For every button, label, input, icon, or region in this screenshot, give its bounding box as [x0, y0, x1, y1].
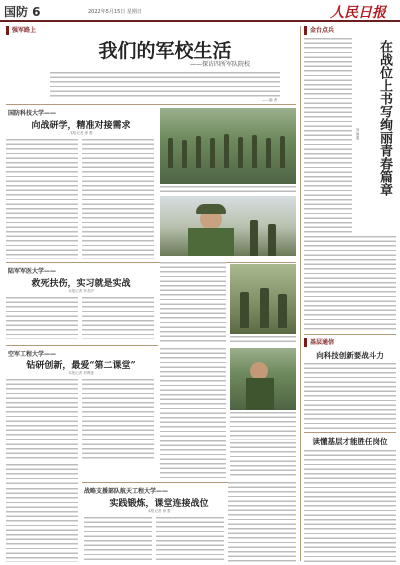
article-text	[6, 379, 78, 461]
photo-caption	[230, 412, 296, 440]
article-text	[156, 517, 224, 563]
article-text	[6, 139, 78, 259]
article-text	[82, 379, 154, 461]
article-headline: 实践锻炼，课堂连接战位	[109, 499, 209, 509]
article-headline: 救死扶伤，实习就是实战	[31, 279, 131, 289]
article-text	[6, 464, 78, 486]
divider	[6, 345, 158, 346]
right-article-title: 读懂基层才能胜任岗位	[312, 437, 388, 446]
divider	[6, 104, 296, 105]
main-title: 我们的军校生活	[98, 40, 232, 62]
article-text	[82, 297, 154, 339]
right-article-title: 向科技创新要战斗力	[316, 351, 384, 360]
vertical-headline: 在战位上书写绚丽青春篇章	[377, 40, 392, 196]
article-text	[304, 38, 352, 234]
article-unit: 战略支援部队航天工程大学——	[84, 488, 169, 495]
main-subtitle: ——探访四所军队院校	[189, 61, 250, 68]
editor-note-sign: ——编 者	[262, 98, 278, 102]
divider	[304, 334, 396, 335]
article-unit: 国防科技大学——	[8, 110, 57, 117]
article-text	[6, 297, 78, 339]
article-text	[6, 488, 78, 562]
article-text	[304, 236, 396, 332]
newspaper-logo: 人民日报	[330, 5, 386, 21]
photo-field-training	[230, 264, 296, 334]
vertical-byline: 刘 博通	[356, 128, 360, 140]
page-date: 2022年5月15日 星期日	[88, 9, 142, 15]
article-text	[230, 442, 296, 478]
divider	[6, 262, 296, 263]
article-byline: 本报记者 徐 蕾	[69, 131, 93, 135]
article-headline: 钻研创新，最爱“第二课堂”	[26, 361, 136, 371]
article-text	[228, 482, 296, 563]
photo-cadet	[160, 196, 296, 256]
article-byline: 本报记者 徐 蕾	[147, 509, 171, 513]
article-text	[84, 517, 152, 563]
article-unit: 空军工程大学——	[8, 351, 57, 358]
section-tag-right-mid: 基层通信	[304, 338, 337, 347]
article-text	[160, 262, 226, 342]
article-text	[304, 450, 396, 562]
photo-caption	[230, 336, 296, 344]
article-text	[160, 348, 226, 478]
article-byline: 本报记者 李龙伊	[68, 289, 94, 293]
editor-note	[50, 72, 280, 98]
article-text	[304, 363, 396, 431]
section-tag-left: 强军路上	[6, 26, 39, 35]
section-tag-right: 金台点兵	[304, 26, 337, 35]
divider	[304, 432, 396, 433]
column-divider	[300, 26, 301, 561]
article-unit: 陆军军医大学——	[8, 268, 57, 275]
photo-parade	[160, 108, 296, 184]
photo-caption	[160, 186, 296, 194]
article-headline: 向战研学，精准对接需求	[31, 121, 131, 131]
page-label: 国防 6	[4, 5, 41, 19]
article-byline: 本报记者 刘博通	[68, 371, 94, 375]
article-text	[82, 139, 154, 259]
photo-soldier	[230, 348, 296, 410]
